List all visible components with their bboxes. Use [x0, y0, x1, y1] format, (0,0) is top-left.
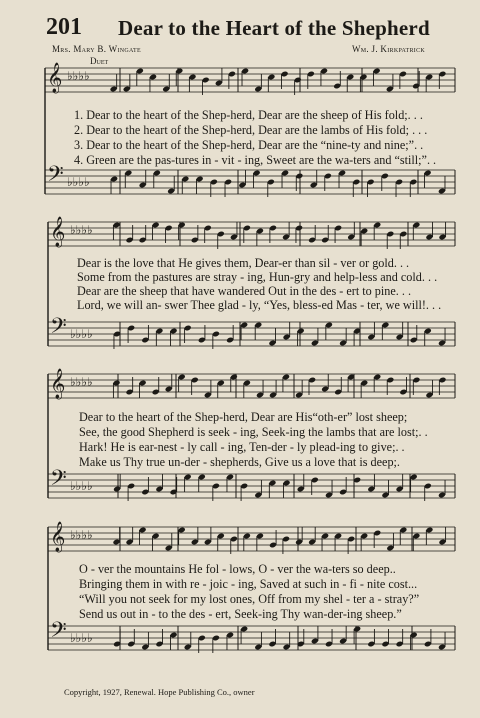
bass-staff — [48, 474, 455, 498]
key-signature-icon: ♭♭♭♭ — [67, 69, 90, 83]
bass-staff — [45, 170, 455, 194]
treble-staff — [48, 222, 455, 246]
key-signature-icon: ♭♭♭♭ — [70, 327, 93, 341]
copyright-notice: Copyright, 1927, Renewal. Hope Publishing Co., owner — [64, 687, 255, 697]
duet-marking: Duet — [90, 56, 109, 66]
lyric-line: Some from the pastures are stray - ing, Hun-gry and help-less and cold. . . — [77, 270, 438, 284]
lyricist-credit: Mrs. Mary B. Wingate — [52, 44, 141, 54]
bass-clef-icon: 𝄢 — [50, 466, 67, 496]
lyric-line: 3. Dear to the heart of the Shep-herd, Dear are the “nine-ty and nine;”. . — [74, 138, 424, 152]
lyric-line: Make us Thy true un-der - shepherds, Give us a love that is deep;. — [79, 455, 400, 469]
key-signature-icon: ♭♭♭♭ — [67, 175, 90, 189]
treble-clef-icon: 𝄞 — [50, 369, 66, 399]
lyric-line: Lord, we will an- swer Thee glad - ly, “Yes, bless-ed Mas - ter, we will!. . . — [77, 298, 442, 312]
lyric-line: Dear is the love that He gives them, Dear-er than sil - ver or gold. . . — [77, 256, 410, 270]
bass-clef-icon: 𝄢 — [50, 314, 67, 344]
lyric-line: See, the good Shepherd is seek - ing, Seek-ing the lambs that are lost;. . — [79, 425, 428, 439]
key-signature-icon: ♭♭♭♭ — [70, 479, 93, 493]
key-signature-icon: ♭♭♭♭ — [70, 375, 93, 389]
lyric-line: 4. Green are the pas-tures in - vit - ing, Sweet are the wa-ters and “still;”. . — [74, 153, 437, 167]
hymn-number: 201 — [46, 14, 82, 40]
lyric-line: Hark! He is ear-nest - ly call - ing, Ten-der - ly plead-ing to give;. . — [79, 440, 405, 454]
lyric-line: 1. Dear to the heart of the Shep-herd, Dear are the sheep of His fold;. . . — [74, 108, 423, 122]
hymn-title: Dear to the Heart of the Shepherd — [118, 16, 430, 40]
treble-staff — [48, 527, 455, 551]
treble-staff — [48, 374, 455, 398]
composer-credit: Wm. J. Kirkpatrick — [352, 44, 426, 54]
lyric-line: Send us out in - to the des - ert, Seek-ing Thy wan-der-ing sheep.” — [79, 607, 402, 621]
key-signature-icon: ♭♭♭♭ — [70, 631, 93, 645]
key-signature-icon: ♭♭♭♭ — [70, 528, 93, 542]
treble-staff — [45, 68, 455, 92]
treble-clef-icon: 𝄞 — [50, 522, 66, 552]
lyric-line: O - ver the mountains He fol - lows, O - ver the wa-ters so deep.. — [79, 562, 396, 576]
lyric-line: Bringing them in with re - joic - ing, Saved at such in - fi - nite cost... — [79, 577, 418, 591]
bass-clef-icon: 𝄢 — [47, 162, 64, 192]
lyric-line: “Will you not seek for my lost ones, Off from my shel - ter a - stray?” — [79, 592, 420, 606]
bass-staff — [48, 626, 455, 650]
bass-staff — [48, 322, 455, 346]
key-signature-icon: ♭♭♭♭ — [70, 223, 93, 237]
lyric-line: 2. Dear to the heart of the Shep-herd, Dear are the lambs of His fold; . . . — [74, 123, 428, 137]
bass-clef-icon: 𝄢 — [50, 618, 67, 648]
treble-clef-icon: 𝄞 — [50, 217, 66, 247]
lyric-line: Dear to the heart of the Shep-herd, Dear are His“oth-er” lost sheep; — [79, 410, 408, 424]
treble-clef-icon: 𝄞 — [47, 63, 63, 93]
lyric-line: Dear are the sheep that have wandered Out in the des - ert to pine. . . — [77, 284, 412, 298]
